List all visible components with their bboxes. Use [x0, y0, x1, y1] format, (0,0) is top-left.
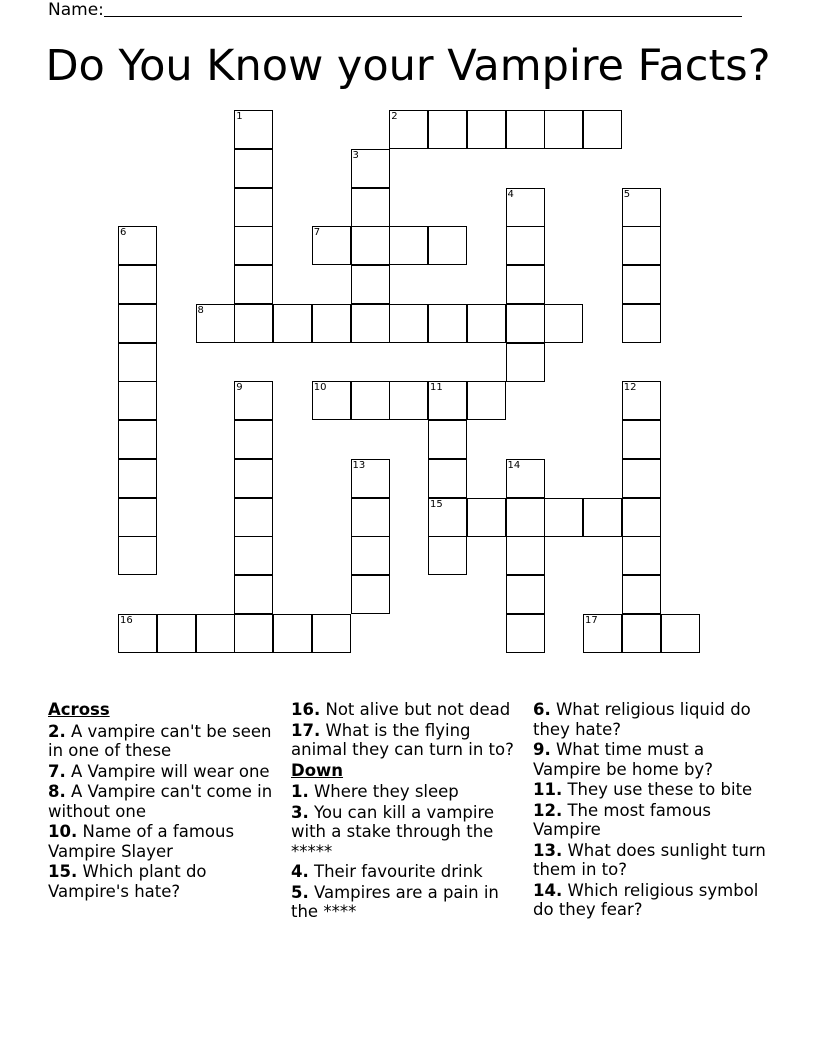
- grid-cell[interactable]: [234, 265, 273, 304]
- clue-text: Which religious symbol do they fear?: [533, 880, 759, 919]
- clue-text: Which plant do Vampire's hate?: [48, 862, 207, 901]
- clue-text: What is the flying animal they can turn in to?: [291, 720, 514, 759]
- clue-text: Their favourite drink: [308, 862, 483, 881]
- grid-cell[interactable]: [583, 110, 622, 149]
- down-heading: Down: [291, 760, 344, 780]
- grid-cell[interactable]: [234, 304, 273, 343]
- grid-cell[interactable]: [622, 265, 661, 304]
- grid-cell[interactable]: [583, 498, 622, 537]
- grid-cell[interactable]: [622, 614, 661, 653]
- grid-cell[interactable]: [351, 226, 390, 265]
- clue-number: 17.: [291, 720, 321, 740]
- clue-text: Name of a famous Vampire Slayer: [48, 822, 235, 861]
- clue-item: [291, 803, 529, 862]
- clue-column-1: [48, 700, 286, 902]
- clue-text: The most famous Vampire: [533, 800, 712, 839]
- cell-number: 2: [391, 111, 398, 122]
- grid-cell[interactable]: [389, 110, 428, 149]
- clue-column-3: [533, 700, 771, 921]
- grid-cell[interactable]: [622, 498, 661, 537]
- clue-number: 2.: [48, 721, 66, 741]
- grid-cell[interactable]: [351, 536, 390, 575]
- grid-cell[interactable]: [506, 265, 545, 304]
- page-title: Do You Know your Vampire Facts?: [45, 41, 771, 91]
- grid-cell[interactable]: [506, 614, 545, 653]
- clue-item: [533, 780, 771, 800]
- grid-cell[interactable]: [622, 188, 661, 227]
- clue-text: Vampires are a pain in the ****: [291, 882, 499, 921]
- cell-number: 1: [236, 111, 243, 122]
- across-heading: Across: [48, 700, 110, 719]
- grid-cell[interactable]: [467, 381, 506, 420]
- grid-cell[interactable]: [467, 498, 506, 537]
- clue-text: What does sunlight turn them in to?: [533, 840, 766, 879]
- cell-number: 3: [352, 149, 359, 161]
- grid-cell[interactable]: [506, 498, 545, 537]
- grid-cell[interactable]: [661, 614, 700, 653]
- cell-number: 15: [430, 498, 443, 510]
- grid-cell[interactable]: [351, 381, 390, 420]
- clue-number: 15.: [48, 862, 78, 881]
- grid-cell[interactable]: [118, 381, 157, 420]
- clue-text: A Vampire will wear one: [65, 761, 270, 781]
- grid-cell[interactable]: [428, 304, 467, 343]
- clue-text: Not alive but not dead: [320, 700, 511, 719]
- clue-number: 5.: [291, 882, 309, 902]
- grid-cell[interactable]: [312, 226, 351, 265]
- grid-cell[interactable]: [351, 265, 390, 304]
- grid-cell[interactable]: [622, 536, 661, 575]
- clue-text: A Vampire can't come in without one: [48, 782, 273, 821]
- clue-number: 13.: [533, 840, 563, 860]
- clue-item: [533, 841, 771, 880]
- grid-cell[interactable]: [118, 536, 157, 575]
- clue-number: 4.: [291, 862, 309, 881]
- clue-text: You can kill a vampire with a stake through the *****: [291, 802, 495, 861]
- grid-cell[interactable]: [544, 110, 583, 149]
- grid-cell[interactable]: [196, 614, 235, 653]
- grid-cell[interactable]: [622, 420, 661, 459]
- clue-item: [291, 782, 529, 802]
- clue-item: [291, 862, 529, 882]
- clue-item: [48, 862, 286, 901]
- grid-cell[interactable]: [506, 226, 545, 265]
- grid-cell[interactable]: [583, 614, 622, 653]
- grid-cell[interactable]: [467, 110, 506, 149]
- clue-item: [533, 740, 771, 779]
- grid-cell[interactable]: [351, 459, 390, 498]
- clue-number: 3.: [291, 802, 309, 822]
- clue-number: 6.: [533, 700, 551, 719]
- grid-cell[interactable]: [118, 420, 157, 459]
- grid-cell[interactable]: [428, 498, 467, 537]
- clue-number: 7.: [48, 761, 66, 781]
- grid-cell[interactable]: [428, 420, 467, 459]
- grid-cell[interactable]: [118, 226, 157, 265]
- grid-cell[interactable]: [622, 575, 661, 614]
- clue-item: [533, 881, 771, 920]
- clue-item: [533, 801, 771, 840]
- grid-cell[interactable]: [506, 343, 545, 382]
- cell-number: 10: [313, 382, 327, 394]
- cell-number: 6: [120, 227, 127, 239]
- grid-cell[interactable]: [506, 110, 545, 149]
- cell-number: 7: [313, 227, 321, 239]
- grid-cell[interactable]: [234, 188, 273, 227]
- grid-cell[interactable]: [506, 536, 545, 575]
- grid-cell[interactable]: [273, 304, 312, 343]
- cell-number: 14: [507, 459, 521, 471]
- cell-number: 12: [623, 382, 637, 394]
- clue-item: [291, 883, 529, 922]
- grid-cell[interactable]: [234, 459, 273, 498]
- cell-number: 17: [585, 614, 598, 626]
- grid-cell[interactable]: [351, 498, 390, 537]
- clue-item: [48, 722, 286, 761]
- grid-cell[interactable]: [196, 304, 235, 343]
- clue-item: [291, 700, 529, 720]
- grid-cell[interactable]: [506, 304, 545, 343]
- grid-cell[interactable]: [428, 381, 467, 420]
- grid-cell[interactable]: [622, 304, 661, 343]
- grid-cell[interactable]: [351, 149, 390, 188]
- grid-cell[interactable]: [506, 188, 545, 227]
- clue-number: 12.: [533, 800, 563, 820]
- grid-cell[interactable]: [428, 459, 467, 498]
- grid-cell[interactable]: [157, 614, 196, 653]
- clue-number: 11.: [533, 780, 563, 799]
- clue-number: 10.: [48, 822, 78, 841]
- grid-cell[interactable]: [234, 536, 273, 575]
- grid-cell[interactable]: [622, 459, 661, 498]
- grid-cell[interactable]: [506, 575, 545, 614]
- cell-number: 11: [430, 382, 443, 394]
- grid-cell[interactable]: [312, 304, 351, 343]
- grid-cell[interactable]: [312, 381, 351, 420]
- grid-cell[interactable]: [428, 226, 467, 265]
- name-label: Name:: [48, 0, 104, 20]
- cell-number: 8: [197, 304, 204, 316]
- grid-cell[interactable]: [428, 536, 467, 575]
- grid-cell[interactable]: [118, 614, 157, 653]
- grid-cell[interactable]: [234, 110, 273, 149]
- clue-text: What religious liquid do they hate?: [533, 700, 751, 739]
- grid-cell[interactable]: [118, 459, 157, 498]
- grid-cell[interactable]: [118, 498, 157, 537]
- grid-cell[interactable]: [118, 265, 157, 304]
- grid-cell[interactable]: [273, 614, 312, 653]
- grid-cell[interactable]: [428, 110, 467, 149]
- grid-cell[interactable]: [351, 188, 390, 227]
- clue-item: [48, 822, 286, 861]
- grid-cell[interactable]: [234, 381, 273, 420]
- clue-column-2: [291, 700, 529, 923]
- clue-number: 14.: [533, 880, 563, 900]
- grid-cell[interactable]: [544, 498, 583, 537]
- grid-cell[interactable]: [622, 226, 661, 265]
- grid-cell[interactable]: [544, 304, 583, 343]
- grid-cell[interactable]: [234, 498, 273, 537]
- clue-number: 9.: [533, 740, 551, 759]
- grid-cell[interactable]: [118, 343, 157, 382]
- grid-cell[interactable]: [118, 304, 157, 343]
- grid-cell[interactable]: [234, 226, 273, 265]
- cell-number: 4: [507, 188, 514, 200]
- clue-item: [48, 762, 286, 782]
- grid-cell[interactable]: [389, 381, 428, 420]
- cell-number: 9: [236, 382, 243, 394]
- clue-item: [533, 700, 771, 739]
- grid-cell[interactable]: [389, 304, 428, 343]
- grid-cell[interactable]: [234, 575, 273, 614]
- cell-number: 16: [120, 614, 133, 626]
- clue-text: Where they sleep: [308, 782, 459, 801]
- cell-number: 13: [352, 459, 366, 471]
- clue-item: [48, 782, 286, 821]
- grid-cell[interactable]: [234, 420, 273, 459]
- cell-number: 5: [623, 188, 631, 200]
- grid-cell[interactable]: [467, 304, 506, 343]
- clue-text: A vampire can't be seen in one of these: [48, 721, 272, 760]
- grid-cell[interactable]: [312, 614, 351, 653]
- grid-cell[interactable]: [351, 304, 390, 343]
- clue-text: They use these to bite: [562, 780, 753, 799]
- grid-cell[interactable]: [506, 459, 545, 498]
- clue-number: 1.: [291, 782, 309, 801]
- grid-cell[interactable]: [234, 614, 273, 653]
- clue-text: What time must a Vampire be home by?: [533, 740, 713, 779]
- clue-number: 8.: [48, 782, 66, 801]
- grid-cell[interactable]: [622, 381, 661, 420]
- grid-cell[interactable]: [351, 575, 390, 614]
- grid-cell[interactable]: [234, 149, 273, 188]
- clue-item: [291, 721, 529, 760]
- grid-cell[interactable]: [389, 226, 428, 265]
- clue-number: 16.: [291, 700, 321, 719]
